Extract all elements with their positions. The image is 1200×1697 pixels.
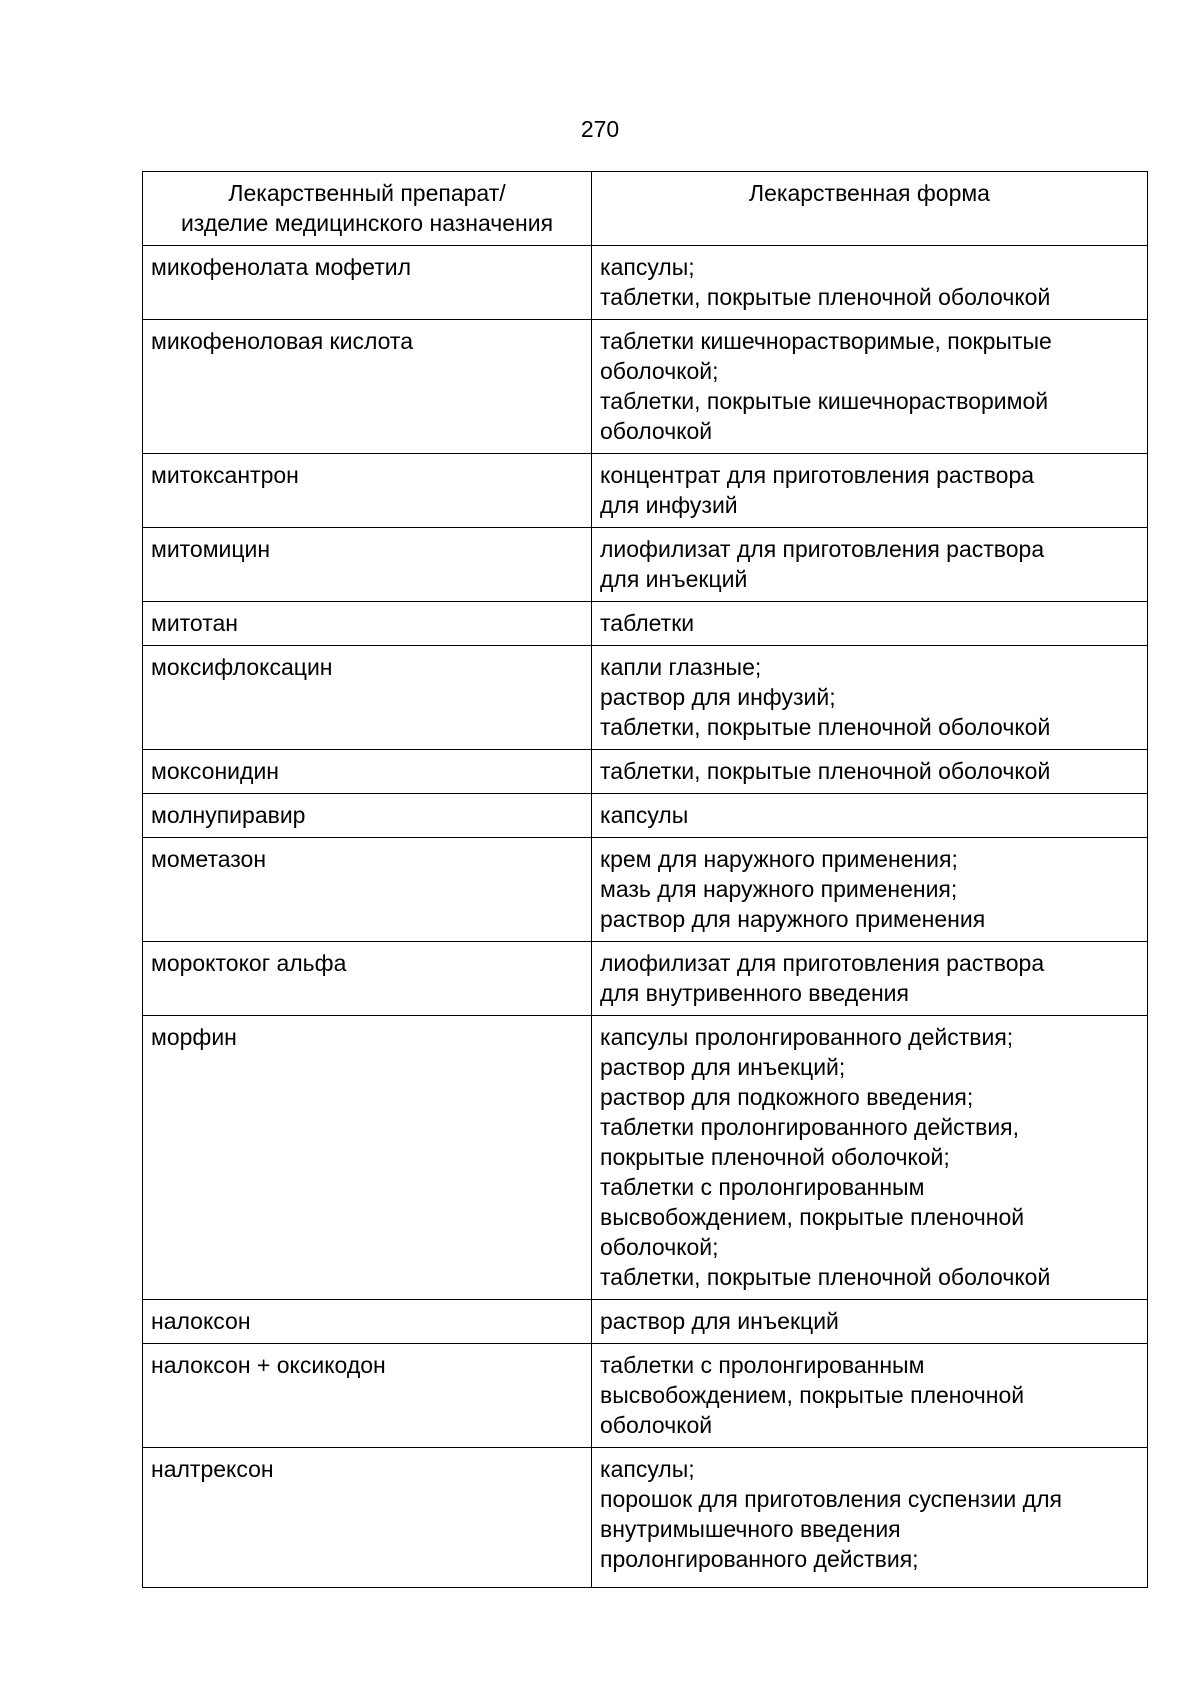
table-row: [143, 246, 1148, 320]
header-form: Лекарственная форма: [592, 172, 1148, 246]
table-row: [143, 942, 1148, 1016]
drug-name: морфин: [151, 1024, 237, 1050]
table-header-row: [143, 172, 1148, 246]
table-row: [143, 646, 1148, 750]
drug-name-cell: [143, 1016, 592, 1300]
dosage-form-cell: [592, 646, 1148, 750]
dosage-form-cell: [592, 246, 1148, 320]
dosage-form: таблетки кишечнорастворимые, покрытые оболочкой;: [600, 328, 1052, 384]
dosage-form: крем для наружного применения;: [600, 846, 958, 872]
table-row: [143, 750, 1148, 794]
drug-name-cell: [143, 454, 592, 528]
drug-name-cell: [143, 1300, 592, 1344]
dosage-form-cell: [592, 602, 1148, 646]
drug-name-cell: [143, 838, 592, 942]
dosage-form: лиофилизат для приготовления раствора для инъекций: [600, 536, 1045, 592]
drug-name-cell: [143, 646, 592, 750]
drug-name: налтрексон: [151, 1456, 274, 1482]
dosage-form-cell: [592, 1016, 1148, 1300]
dosage-form: лиофилизат для приготовления раствора для внутривенного введения: [600, 950, 1045, 1006]
drug-name: молнупиравир: [151, 802, 306, 828]
table-row: [143, 454, 1148, 528]
drug-name: митотан: [151, 610, 238, 636]
drug-table: [142, 171, 1148, 1588]
dosage-form: капсулы: [600, 802, 689, 828]
drug-name-cell: [143, 750, 592, 794]
dosage-form-cell: [592, 320, 1148, 454]
dosage-form-cell: [592, 1448, 1148, 1588]
dosage-form: таблетки: [600, 610, 695, 636]
table-row: [143, 794, 1148, 838]
drug-name-cell: [143, 246, 592, 320]
dosage-form: порошок для приготовления суспензии для внутримышечного введения пролонгированного действия;: [600, 1486, 1062, 1572]
dosage-form-cell: [592, 1344, 1148, 1448]
dosage-form: таблетки с пролонгированным высвобождением, покрытые пленочной оболочкой;: [600, 1174, 1025, 1260]
table-row: [143, 320, 1148, 454]
drug-name: митоксантрон: [151, 462, 299, 488]
drug-name-cell: [143, 1448, 592, 1588]
drug-name: мометазон: [151, 846, 267, 872]
dosage-form-cell: [592, 750, 1148, 794]
drug-name: моксонидин: [151, 758, 279, 784]
dosage-form-cell: [592, 454, 1148, 528]
dosage-form: капсулы;: [600, 1456, 695, 1482]
dosage-form-cell: [592, 1300, 1148, 1344]
dosage-form: таблетки, покрытые пленочной оболочкой: [600, 284, 1051, 310]
dosage-form: раствор для наружного применения: [600, 906, 986, 932]
table-row: [143, 528, 1148, 602]
dosage-form: таблетки, покрытые пленочной оболочкой: [600, 714, 1051, 740]
dosage-form: таблетки, покрытые пленочной оболочкой: [600, 1264, 1051, 1290]
dosage-form: раствор для инъекций;: [600, 1054, 846, 1080]
dosage-form: капли глазные;: [600, 654, 762, 680]
table-row: [143, 1344, 1148, 1448]
drug-name: мороктоког альфа: [151, 950, 347, 976]
dosage-form: таблетки, покрытые кишечнорастворимой оболочкой: [600, 388, 1049, 444]
dosage-form: таблетки, покрытые пленочной оболочкой: [600, 758, 1051, 784]
page-number: 270: [580, 116, 620, 142]
dosage-form: раствор для инъекций: [600, 1308, 839, 1334]
drug-name-cell: [143, 1344, 592, 1448]
drug-name: микофенолата мофетил: [151, 254, 411, 280]
dosage-form: концентрат для приготовления раствора для инфузий: [600, 462, 1035, 518]
drug-name: налоксон: [151, 1308, 251, 1334]
drug-name-cell: [143, 320, 592, 454]
table-row: [143, 838, 1148, 942]
drug-name: митомицин: [151, 536, 271, 562]
header-drug: Лекарственный препарат/ изделие медицинского назначения: [143, 172, 592, 246]
dosage-form: таблетки с пролонгированным высвобождением, покрытые пленочной оболочкой: [600, 1352, 1025, 1438]
drug-name-cell: [143, 942, 592, 1016]
table-row: [143, 602, 1148, 646]
dosage-form-cell: [592, 942, 1148, 1016]
dosage-form: капсулы;: [600, 254, 695, 280]
drug-name: налоксон + оксикодон: [151, 1352, 386, 1378]
drug-name-cell: [143, 602, 592, 646]
dosage-form: капсулы пролонгированного действия;: [600, 1024, 1014, 1050]
table-row: [143, 1300, 1148, 1344]
drug-name-cell: [143, 528, 592, 602]
drug-name: микофеноловая кислота: [151, 328, 413, 354]
dosage-form-cell: [592, 838, 1148, 942]
drug-name-cell: [143, 794, 592, 838]
dosage-form-cell: [592, 528, 1148, 602]
dosage-form: таблетки пролонгированного действия, покрытые пленочной оболочкой;: [600, 1114, 1020, 1170]
dosage-form: мазь для наружного применения;: [600, 876, 958, 902]
table-row: [143, 1016, 1148, 1300]
dosage-form: раствор для подкожного введения;: [600, 1084, 974, 1110]
dosage-form: раствор для инфузий;: [600, 684, 836, 710]
table-body: [143, 246, 1148, 1588]
drug-name: моксифлоксацин: [151, 654, 333, 680]
dosage-form-cell: [592, 794, 1148, 838]
table-row: [143, 1448, 1148, 1588]
